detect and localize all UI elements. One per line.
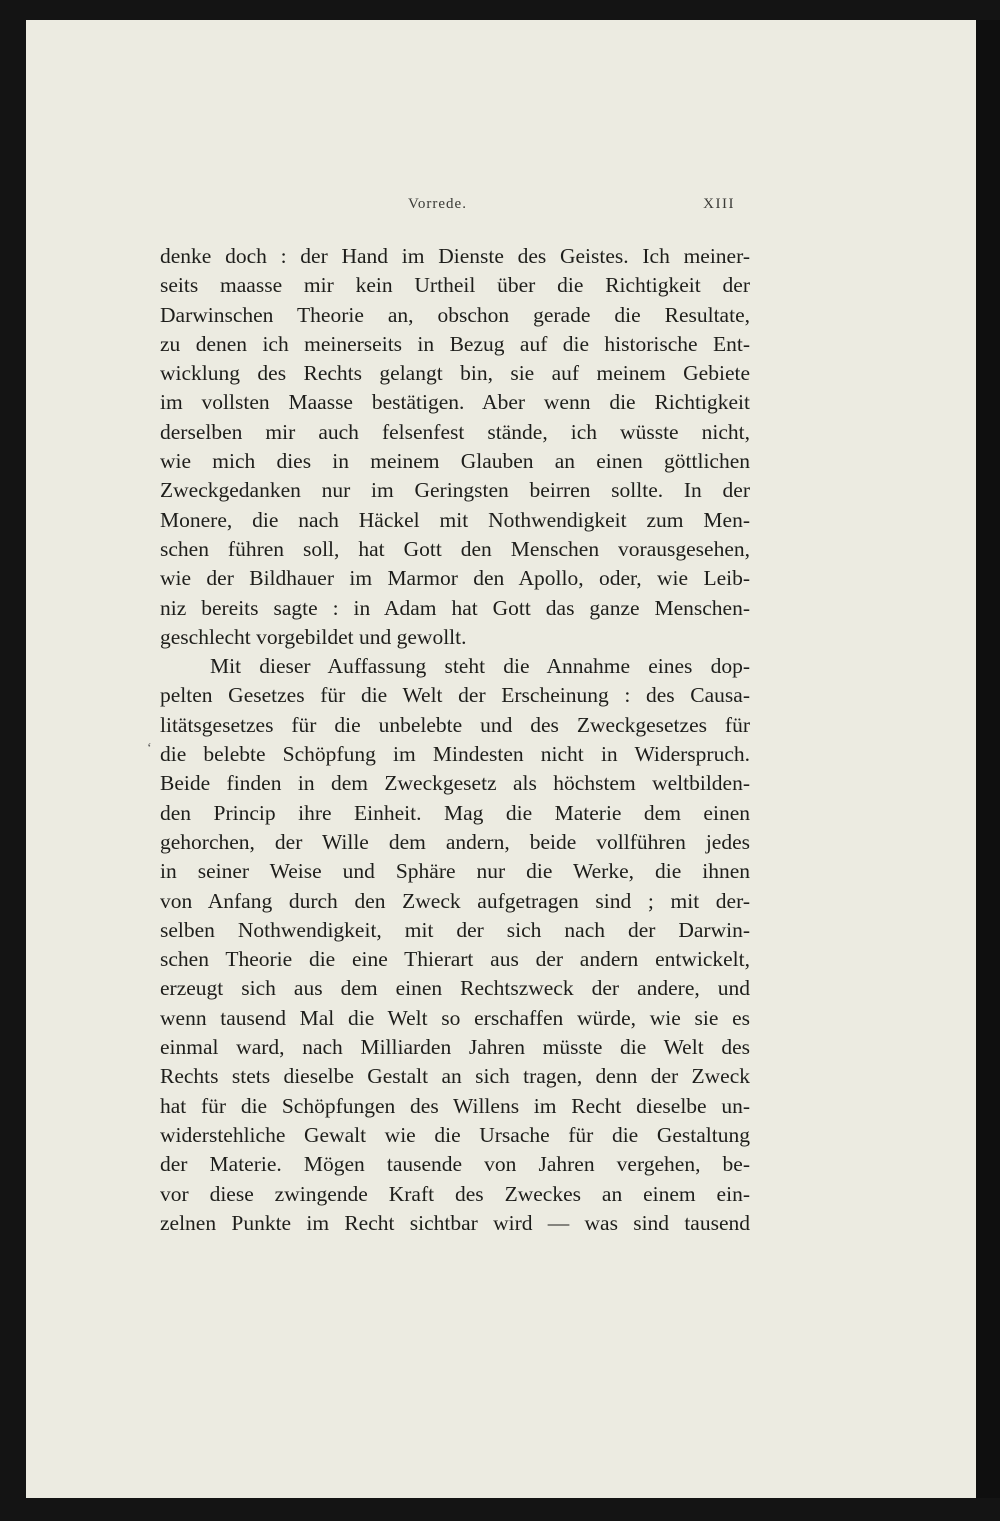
text-line: gehorchen, der Wille dem andern, beide vollführen jedes xyxy=(160,829,750,854)
text-line: Beide finden in dem Zweckgesetz als höchstem weltbilden- xyxy=(160,771,750,796)
text-line: denke doch : der Hand im Dienste des Geistes. Ich meiner- xyxy=(160,244,750,268)
text-line: derselben mir auch felsenfest stände, ich wüsste nicht, xyxy=(160,419,750,444)
page-edge-shadow xyxy=(976,20,1000,1498)
text-line: vor diese zwingende Kraft des Zweckes an einem ein- xyxy=(160,1181,750,1206)
text-line: von Anfang durch den Zweck aufgetragen sind ; mit der- xyxy=(160,888,750,913)
text-line: Monere, die nach Häckel mit Nothwendigkeit zum Men- xyxy=(160,507,750,532)
text-line: litätsgesetzes für die unbelebte und des Zweckgesetzes für xyxy=(160,712,750,737)
text-line: zu denen ich meinerseits in Bezug auf die historische Ent- xyxy=(160,331,750,356)
page-number: XIII xyxy=(703,196,735,212)
text-line: schen führen soll, hat Gott den Menschen vorausgesehen, xyxy=(160,536,750,561)
margin-mark: ʻ xyxy=(147,741,152,756)
running-head xyxy=(380,196,735,220)
text-line-paragraph-start: Mit dieser Auffassung steht die Annahme eines dop- xyxy=(210,654,750,679)
text-line: wie mich dies in meinem Glauben an einen göttlichen xyxy=(160,449,750,474)
text-line: in seiner Weise und Sphäre nur die Werke, die ihnen xyxy=(160,859,750,884)
body-text xyxy=(160,242,750,1238)
text-line: einmal ward, nach Milliarden Jahren müsste die Welt des xyxy=(160,1035,750,1060)
text-line: die belebte Schöpfung im Mindesten nicht in Widerspruch. xyxy=(160,742,750,767)
text-line: geschlecht vorgebildet und gewollt. xyxy=(160,624,467,649)
text-line: Zweckgedanken nur im Geringsten beirren sollte. In der xyxy=(160,478,750,503)
text-line: im vollsten Maasse bestätigen. Aber wenn die Richtigkeit xyxy=(160,390,750,415)
text-line: den Princip ihre Einheit. Mag die Materie dem einen xyxy=(160,800,750,825)
text-line: zelnen Punkte im Recht sichtbar wird — was sind tausend xyxy=(160,1210,750,1235)
text-line: niz bereits sagte : in Adam hat Gott das ganze Menschen- xyxy=(160,595,750,620)
text-line: selben Nothwendigkeit, mit der sich nach der Darwin- xyxy=(160,917,750,942)
text-line: hat für die Schöpfungen des Willens im Recht dieselbe un- xyxy=(160,1093,750,1118)
text-line: Darwinschen Theorie an, obschon gerade die Resultate, xyxy=(160,302,750,327)
text-line: widerstehliche Gewalt wie die Ursache für die Gestaltung xyxy=(160,1122,750,1147)
text-line: wie der Bildhauer im Marmor den Apollo, oder, wie Leib- xyxy=(160,566,750,591)
text-line: pelten Gesetzes für die Welt der Erscheinung : des Causa- xyxy=(160,683,750,708)
text-line: wicklung des Rechts gelangt bin, sie auf meinem Gebiete xyxy=(160,361,750,386)
text-line: schen Theorie die eine Thierart aus der andern entwickelt, xyxy=(160,947,750,972)
text-line: erzeugt sich aus dem einen Rechtszweck der andere, und xyxy=(160,976,750,1001)
running-head-title: Vorrede. xyxy=(408,196,467,212)
text-line: seits maasse mir kein Urtheil über die Richtigkeit der xyxy=(160,273,750,298)
text-line: Rechts stets dieselbe Gestalt an sich tragen, denn der Zweck xyxy=(160,1064,750,1089)
text-line: der Materie. Mögen tausende von Jahren vergehen, be- xyxy=(160,1152,750,1177)
text-line: wenn tausend Mal die Welt so erschaffen würde, wie sie es xyxy=(160,1005,750,1030)
